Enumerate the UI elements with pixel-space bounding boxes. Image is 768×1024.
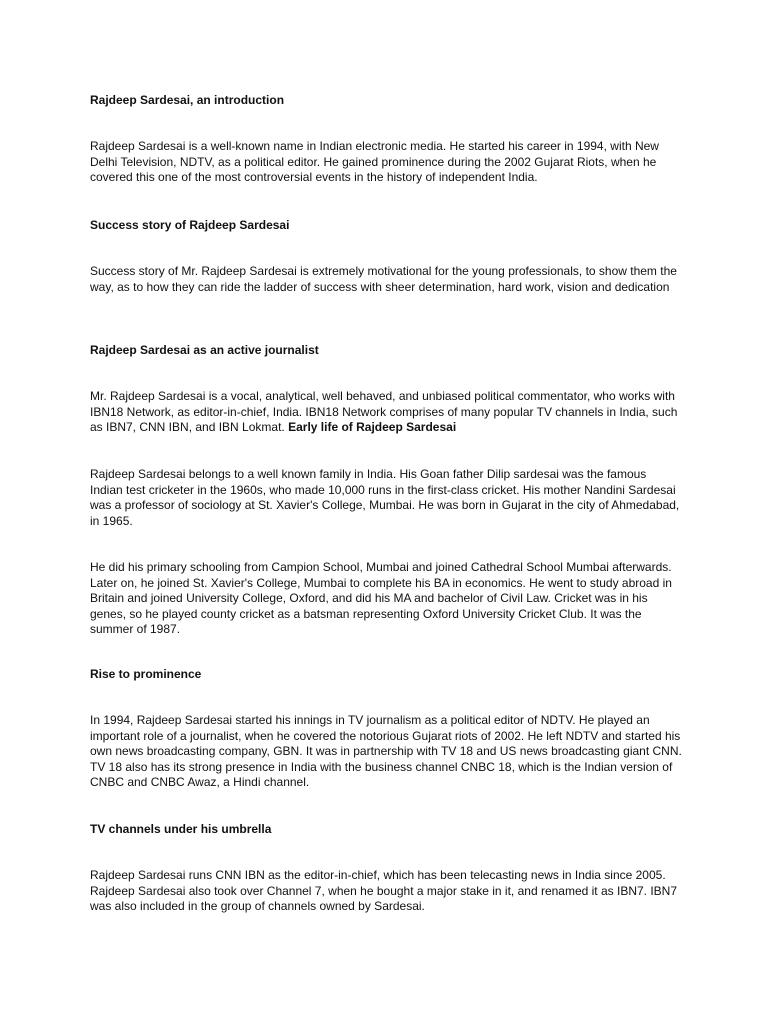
section-heading-introduction: Rajdeep Sardesai, an introduction — [90, 93, 285, 107]
paragraph-early-life-education: He did his primary schooling from Campion School, Mumbai and joined Cathedral School Mumbai afterwards. Later on, he joined St. Xavier's College, Mumbai to complete his BA in economics. He went to study abroad in Britain and joined University College, Oxford, and did his MA and bachelor of Civil Law. Cricket was in his genes, so he played county cricket as a batsman representing Oxford University Cricket Club. It was the summer of 1987. — [90, 560, 672, 636]
paragraph-rise-to-prominence: In 1994, Rajdeep Sardesai started his innings in TV journalism as a political editor of NDTV. He played an important role of a journalist, when he covered the notorious Gujarat riots of 2002. He left NDTV and started his own news broadcasting company, GBN. It was in partnership with TV 18 and US news broadcasting giant CNN. TV 18 also has its strong presence in India with the business channel CNBC 18, which is the Indian version of CNBC and CNBC Awaz, a Hindi channel. — [90, 713, 682, 789]
paragraph-active-journalist — [90, 389, 682, 436]
inline-heading-early-life: Early life of Rajdeep Sardesai — [288, 420, 457, 434]
paragraph-tv-channels: Rajdeep Sardesai runs CNN IBN as the editor-in-chief, which has been telecasting news in India since 2005. Rajdeep Sardesai also took over Channel 7, when he bought a major stake in it, and renamed it as IBN7. IBN7 was also included in the group of channels owned by Sardesai. — [90, 868, 678, 913]
paragraph-introduction: Rajdeep Sardesai is a well-known name in Indian electronic media. He started his career in 1994, with New Delhi Television, NDTV, as a political editor. He gained prominence during the 2002 Gujarat Riots, when he covered this one of the most controversial events in the history of independent India. — [90, 139, 659, 184]
paragraph-early-life-family: Rajdeep Sardesai belongs to a well known family in India. His Goan father Dilip sardesai was the famous Indian test cricketer in the 1960s, who made 10,000 runs in the first-class cricket. His mother Nandini Sardesai was a professor of sociology at St. Xavier's College, Mumbai. He was born in Gujarat in the city of Ahmedabad, in 1965. — [90, 467, 680, 528]
section-heading-success-story: Success story of Rajdeep Sardesai — [90, 218, 290, 232]
section-heading-rise-to-prominence: Rise to prominence — [90, 667, 202, 681]
section-heading-tv-channels: TV channels under his umbrella — [90, 822, 272, 836]
paragraph-active-journalist-text: Mr. Rajdeep Sardesai is a vocal, analytical, well behaved, and unbiased political commentator, who works with IBN18 Network, as editor-in-chief, India. IBN18 Network comprises of many popular TV channels in India, such as IBN7, CNN IBN, and IBN Lokmat. — [90, 389, 678, 434]
paragraph-success-story: Success story of Mr. Rajdeep Sardesai is extremely motivational for the young professionals, to show them the way, as to how they can ride the ladder of success with sheer determination, hard work, vision and dedication — [90, 264, 677, 294]
section-heading-active-journalist: Rajdeep Sardesai as an active journalist — [90, 343, 319, 357]
